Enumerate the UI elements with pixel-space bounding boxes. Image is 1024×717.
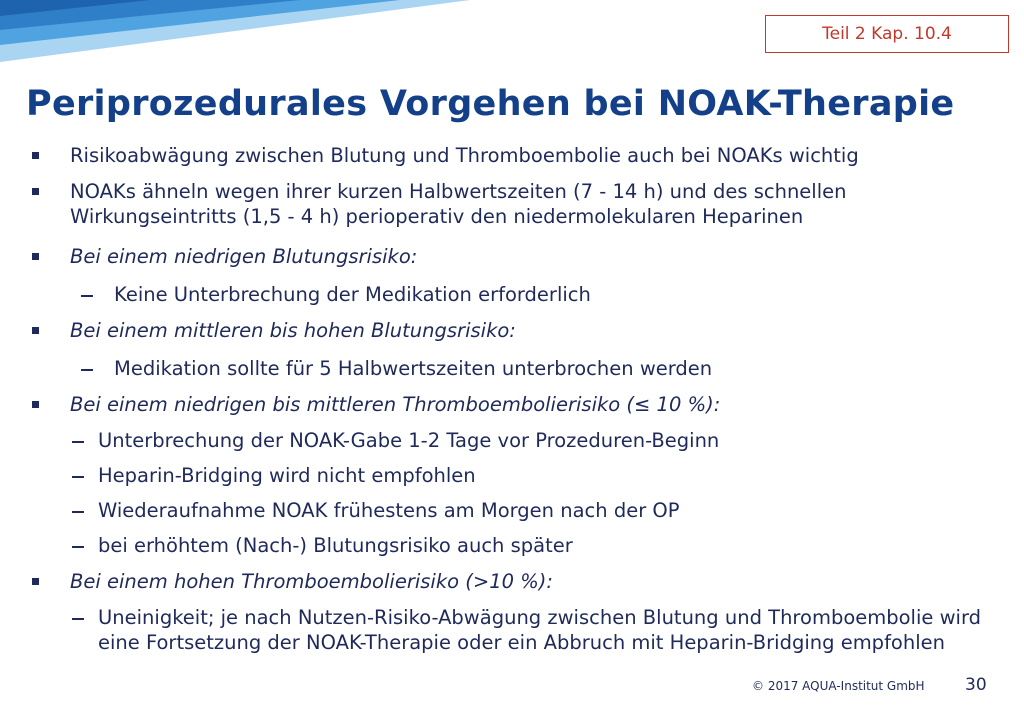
dash-icon xyxy=(81,369,93,371)
sub-list-item: Keine Unterbrechung der Medikation erforderlich xyxy=(28,282,998,308)
dash-icon xyxy=(81,295,93,297)
dash-icon xyxy=(72,476,84,478)
page-number: 30 xyxy=(965,675,987,695)
bullet-icon xyxy=(32,152,39,159)
list-item: NOAKs ähneln wegen ihrer kurzen Halbwertszeiten (7 - 14 h) und des schnellen Wirkungseintritts (1,5 - 4 h) perioperativ den niedermolekularen Heparinen xyxy=(28,179,998,229)
sub-list-item: bei erhöhtem (Nach-) Blutungsrisiko auch später xyxy=(28,533,998,559)
slide-content xyxy=(28,143,998,655)
list-item: Bei einem niedrigen bis mittleren Thromboembolierisiko (≤ 10 %): xyxy=(28,392,998,418)
sub-list-item: Wiederaufnahme NOAK frühestens am Morgen nach der OP xyxy=(28,498,998,524)
list-item: Bei einem hohen Thromboembolierisiko (>10 %): xyxy=(28,569,998,595)
sub-list-item: Uneinigkeit; je nach Nutzen-Risiko-Abwägung zwischen Blutung und Thromboembolie wird eine Fortsetzung der NOAK-Therapie oder ein Abbruch mit Heparin-Bridging empfohlen xyxy=(28,605,988,655)
header-wave-decoration xyxy=(0,0,520,80)
bullet-icon xyxy=(32,253,39,260)
bullet-icon xyxy=(32,188,39,195)
chapter-tag xyxy=(765,15,1009,53)
dash-icon xyxy=(72,511,84,513)
list-item: Bei einem niedrigen Blutungsrisiko: xyxy=(28,244,998,270)
slide-title: Periprozedurales Vorgehen bei NOAK-Therapie xyxy=(26,84,955,124)
chapter-tag-label: Teil 2 Kap. 10.4 xyxy=(822,24,952,44)
sub-list-item: Heparin-Bridging wird nicht empfohlen xyxy=(28,463,998,489)
bullet-icon xyxy=(32,327,39,334)
copyright-notice: © 2017 AQUA-Institut GmbH xyxy=(752,679,925,693)
dash-icon xyxy=(72,441,84,443)
bullet-icon xyxy=(32,401,39,408)
dash-icon xyxy=(72,546,84,548)
sub-list-item: Medikation sollte für 5 Halbwertszeiten unterbrochen werden xyxy=(28,356,998,382)
list-item: Risikoabwägung zwischen Blutung und Thromboembolie auch bei NOAKs wichtig xyxy=(28,143,998,169)
sub-list-item: Unterbrechung der NOAK-Gabe 1-2 Tage vor Prozeduren-Beginn xyxy=(28,428,998,454)
list-item: Bei einem mittleren bis hohen Blutungsrisiko: xyxy=(28,318,998,344)
bullet-icon xyxy=(32,578,39,585)
dash-icon xyxy=(72,618,84,620)
